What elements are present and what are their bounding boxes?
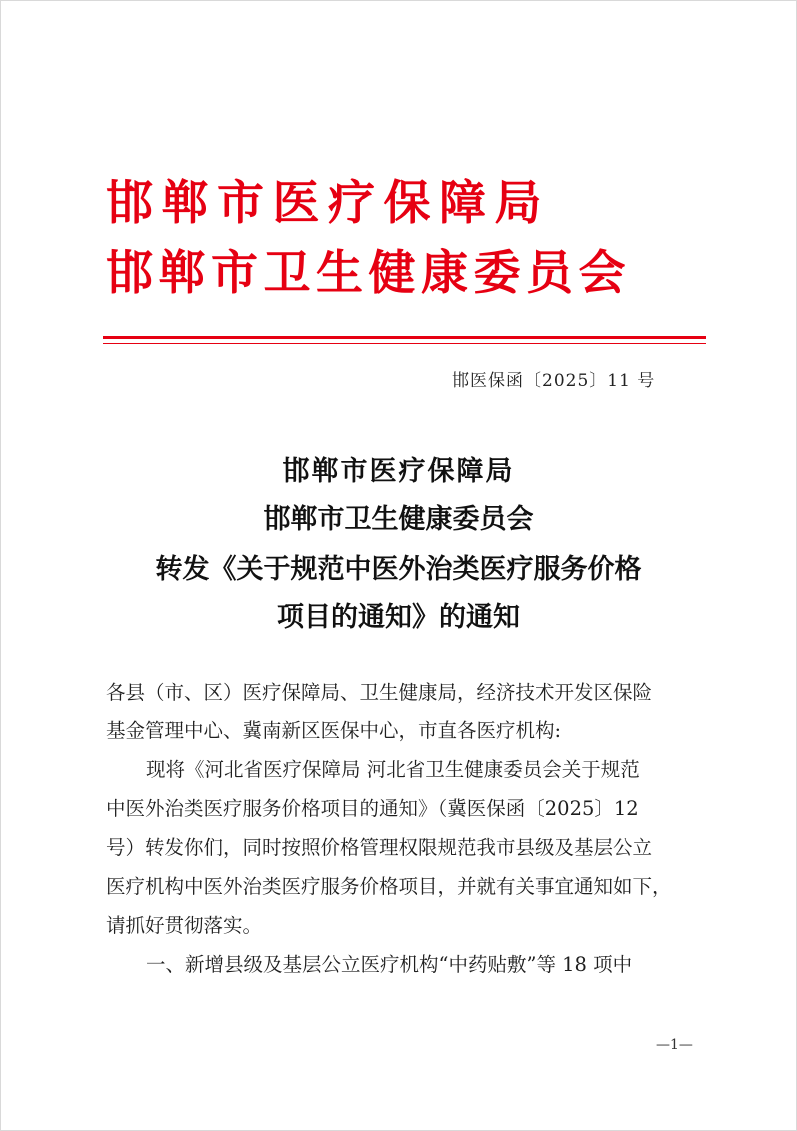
- title-line-4: 项目的通知》的通知: [277, 602, 520, 633]
- body-paragraph-line: 号）转发你们，同时按照价格管理权限规范我市县级及基层公立: [106, 836, 653, 859]
- addressee-line-2: 基金管理中心、冀南新区医保中心，市直各医疗机构:: [106, 719, 562, 742]
- section-one-heading-line: 一、新增县级及基层公立医疗机构“中药贴敷”等 18 项中: [146, 953, 633, 976]
- title-line-3: 转发《关于规范中医外治类医疗服务价格: [155, 554, 642, 585]
- title-line-2: 邯郸市卫生健康委员会: [263, 504, 534, 535]
- red-header-rule-thin: [103, 343, 706, 344]
- addressee-line-1: 各县（市、区）医疗保障局、卫生健康局，经济技术开发区保险: [106, 681, 653, 704]
- body-paragraph-line: 现将《河北省医疗保障局 河北省卫生健康委员会关于规范: [146, 758, 640, 781]
- issuing-org-health-commission: 邯郸市卫生健康委员会: [106, 246, 631, 301]
- document-number: 邯医保函〔2025〕11 号: [452, 371, 656, 391]
- issuing-org-medical-security-bureau: 邯郸市医疗保障局: [106, 176, 550, 231]
- title-line-1: 邯郸市医疗保障局: [282, 456, 515, 487]
- body-paragraph-line: 请抓好贯彻落实。: [106, 914, 263, 937]
- body-paragraph-line: 医疗机构中医外治类医疗服务价格项目，并就有关事宜通知如下，: [106, 875, 672, 898]
- page-number: —1—: [656, 1037, 693, 1053]
- red-header-rule-thick: [103, 336, 706, 339]
- body-paragraph-line: 中医外治类医疗服务价格项目的通知》（冀医保函〔2025〕12: [106, 797, 639, 820]
